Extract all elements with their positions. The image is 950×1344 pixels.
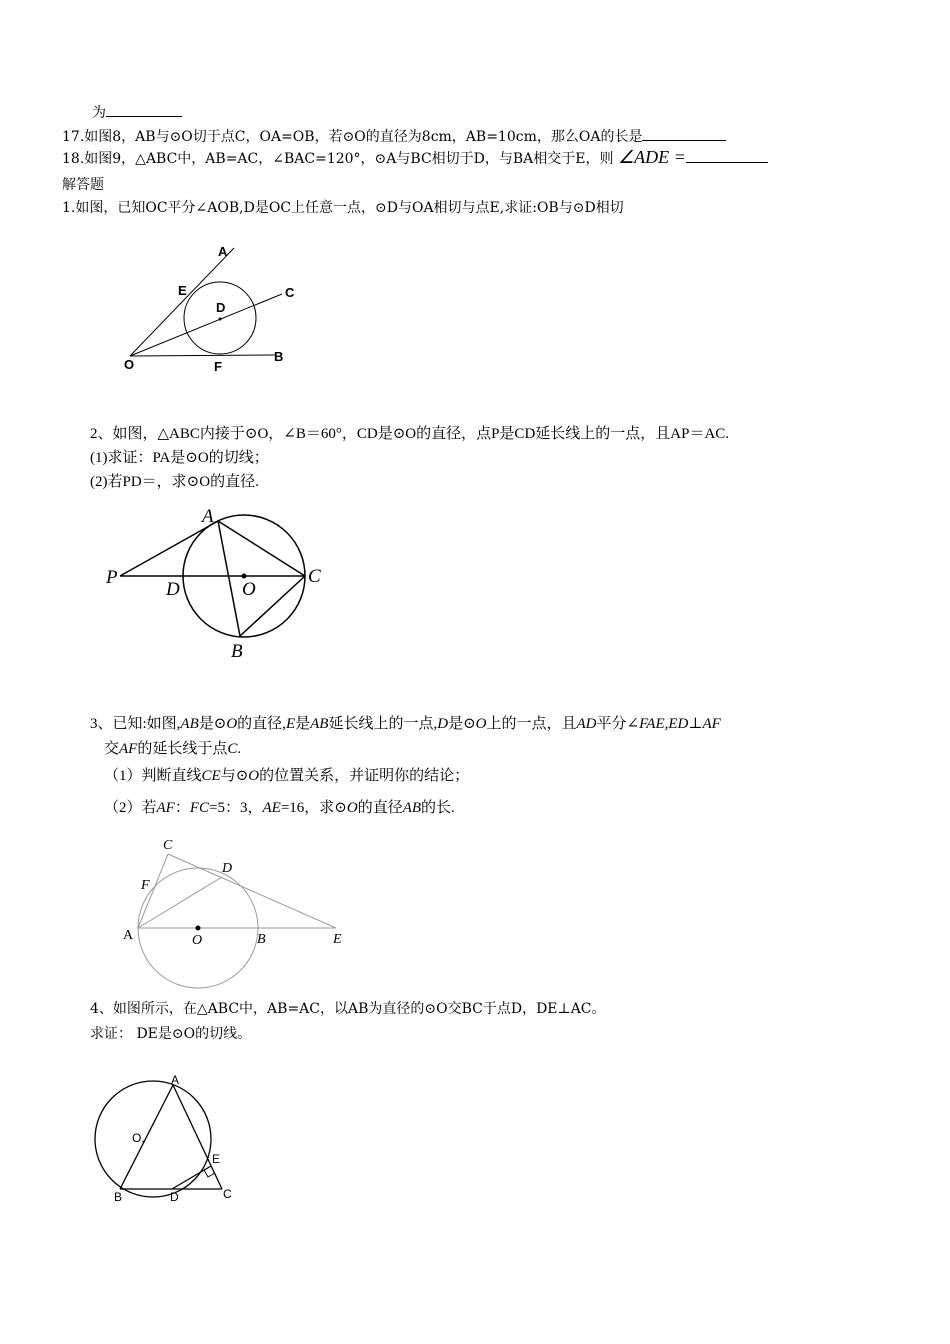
label-o: O. <box>132 1131 145 1145</box>
label-b: B <box>231 641 243 662</box>
label-o: O <box>242 579 256 600</box>
circle-o <box>95 1081 211 1197</box>
label-d: D <box>170 1190 179 1204</box>
answer-blank <box>686 148 768 163</box>
label-a: A <box>202 506 214 527</box>
q18-math: ∠ADE = <box>617 147 686 167</box>
segment-ab <box>120 1085 173 1189</box>
problem-2-text: 2、如图，△ABC内接于⊙O，∠B＝60°，CD是⊙O的直径，点P是CD延长线上的一点，且AP＝AC. <box>90 426 730 442</box>
label-d: D <box>216 300 226 315</box>
section-title: 解答题 <box>62 177 104 193</box>
label-d: D <box>166 579 180 600</box>
question-18: 18.如图9，△ABC中，AB=AC，∠BAC=120°，⊙A与BC相切于D，与BA相交于E，则 ∠ADE = <box>62 148 768 168</box>
problem-2-sub1: (1)求证：PA是⊙O的切线； <box>90 450 269 466</box>
segment-de <box>172 1166 211 1189</box>
segment-pa <box>120 521 218 576</box>
problem-2-figure <box>100 505 340 665</box>
problem-1-text: 1.如图，已知OC平分∠AOB,D是OC上任意一点，⊙D与OA相切与点E,求证:OB与⊙D相切 <box>62 200 624 216</box>
center-o <box>196 926 201 931</box>
segment-ad <box>138 877 222 928</box>
label-a: A <box>123 928 134 943</box>
label-f: F <box>214 359 222 374</box>
problem-3-line2: 交AF的延长线于点C. <box>104 741 242 757</box>
label-c: C <box>163 838 173 853</box>
label-e: E <box>212 1152 221 1166</box>
label-o: O <box>192 933 203 948</box>
label-e: E <box>178 283 187 298</box>
problem-3-figure <box>118 832 358 992</box>
answer-blank <box>106 102 182 117</box>
segment-ac <box>218 521 305 576</box>
ray-ob <box>130 355 275 356</box>
center-d <box>219 318 222 321</box>
label-c: C <box>223 1187 232 1201</box>
label-o: O <box>124 357 135 372</box>
problem-3-sub1: （1）判断直线CE与⊙O的位置关系，并证明你的结论； <box>104 768 470 784</box>
label-a: A <box>171 1073 180 1087</box>
segment-ce <box>168 854 336 928</box>
q16-tail: 为 <box>92 102 182 122</box>
problem-1-figure <box>110 238 310 378</box>
label-p: P <box>106 567 118 588</box>
label-d: D <box>222 861 233 876</box>
label-e: E <box>333 932 342 947</box>
problem-3-sub2: （2）若AF：FC=5：3，AE=16，求⊙O的直径AB的长. <box>104 800 455 816</box>
problem-4-text: 4、如图所示，在△ABC中，AB=AC，以AB为直径的⊙O交BC于点D，DE⊥AC。 <box>90 1001 606 1017</box>
ray-oc <box>130 294 282 356</box>
center-o <box>242 574 247 579</box>
label-c: C <box>308 566 321 587</box>
label-b: B <box>274 349 284 364</box>
label-b: B <box>114 1190 123 1204</box>
label-b: B <box>257 932 266 947</box>
problem-3-line1: 3、已知:如图,AB是⊙O的直径,E是AB延长线上的一点,D是⊙O上的一点，且AD平分∠FAE,ED⊥AF <box>90 716 721 732</box>
problem-4-figure <box>86 1068 246 1208</box>
label-a: A <box>218 244 228 259</box>
answer-blank <box>642 126 726 141</box>
problem-2-sub2: (2)若PD＝，求⊙O的直径. <box>90 474 259 490</box>
segment-ab <box>218 521 240 636</box>
label-c: C <box>285 285 295 300</box>
label-f: F <box>141 878 150 893</box>
problem-4-proof: 求证： DE是⊙O的切线。 <box>90 1026 252 1042</box>
question-17: 17.如图8，AB与⊙O切于点C，OA=OB，若⊙O的直径为8cm，AB=10cm，那么OA的长是 <box>62 126 726 146</box>
